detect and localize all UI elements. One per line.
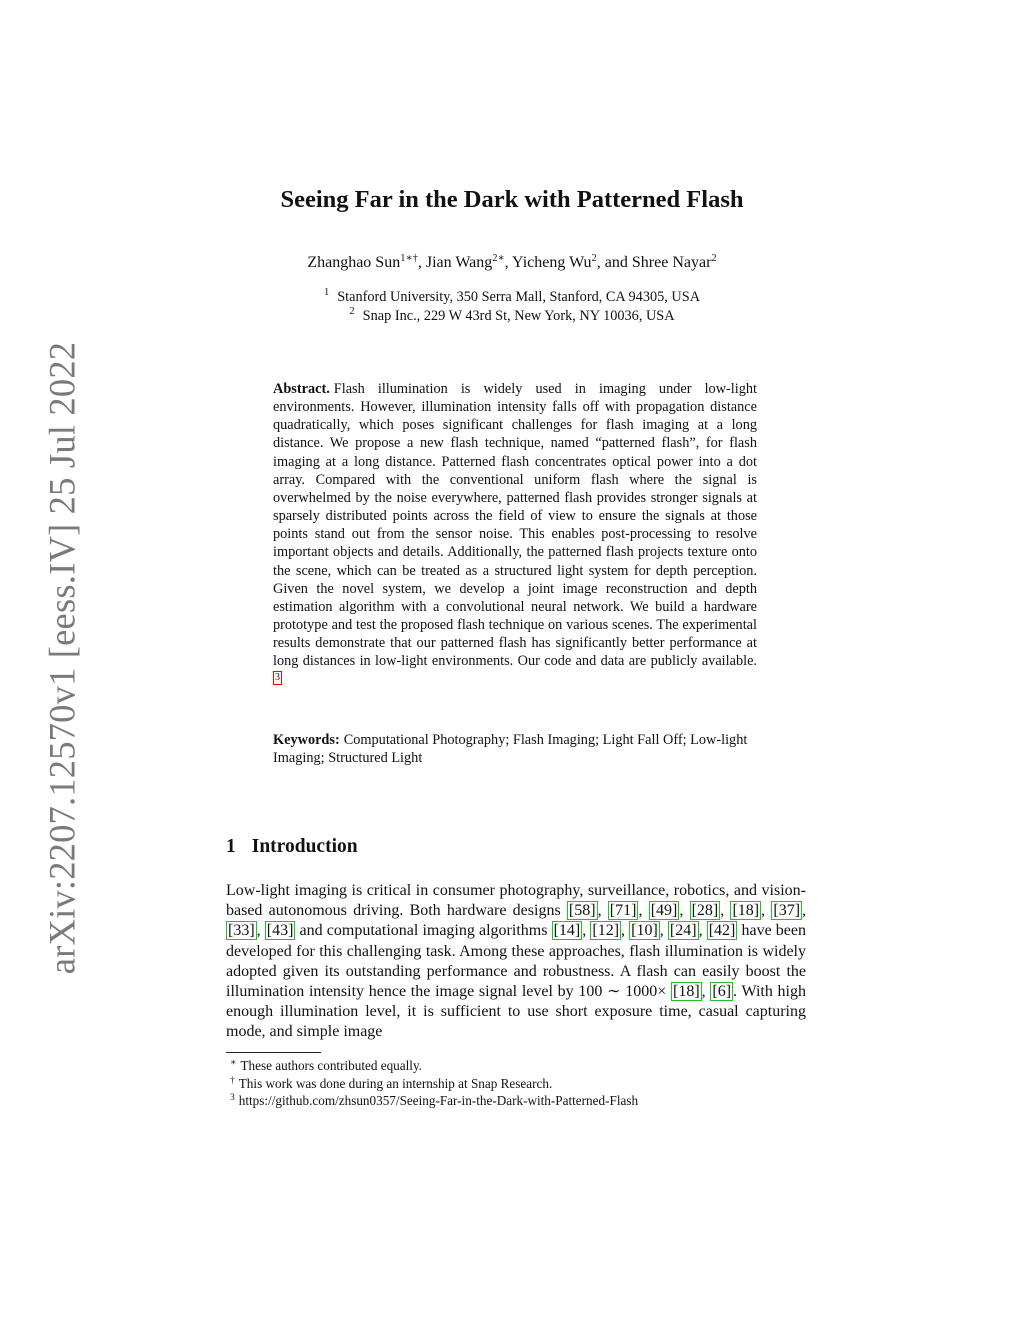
section-number: 1 xyxy=(226,836,236,857)
citation-link[interactable]: [33] xyxy=(228,922,255,940)
abstract-label: Abstract. xyxy=(273,381,330,397)
author-name: Jian Wang xyxy=(425,254,493,271)
author-list: Zhanghao Sun$^{1∗\dagger}$, Jian Wang$^{2∗}$, Yicheng Wu$^2$, and Shree Nayar$^2$ xyxy=(307,253,717,271)
author-marks: 2 xyxy=(711,253,717,264)
affiliation xyxy=(0,289,1024,306)
citation-link[interactable]: [10] xyxy=(631,922,658,940)
footnote-url[interactable]: https://github.com/zhsun0357/Seeing-Far-in-the-Dark-with-Patterned-Flash xyxy=(238,1093,639,1109)
citation-link[interactable]: [58] xyxy=(568,902,596,920)
footnote-text: These authors contributed equally. xyxy=(240,1058,422,1073)
paper-title: Seeing Far in the Dark with Patterned Flash xyxy=(280,186,744,213)
citation-link[interactable]: [28] xyxy=(691,902,719,920)
arxiv-stamp xyxy=(32,341,92,975)
intro-text: and computational imaging algorithms xyxy=(295,922,552,940)
citation-link[interactable]: [18] xyxy=(732,902,760,920)
footnote-mark: † xyxy=(230,1075,235,1086)
intro-paragraph: Low-light imaging is critical in consumer photography, surveillance, robotics, and vision-based autonomous driving. Both hardware designs [58] , [71] , [49] , [28] , [18] , [37] , [33] , [43] and computational imaging algorithms [14] , [12] , [10] , [24] , [42] have been developed for this challenging task. Among these approaches, flash illumination is widely adopted given its outstanding performance and robustness. A flash can easily boost the illumination intensity hence the image signal level by 100 ∼ 1000× [18] , [6] . With high enough illumination level, it is sufficient to use short exposure time, casual capturing mode, and simple image xyxy=(226,882,807,1041)
keywords xyxy=(273,731,757,767)
affiliation-text: Snap Inc., 229 W 43rd St, New York, NY 10036, USA xyxy=(362,308,675,324)
footnote-text: This work was done during an internship at Snap Research. xyxy=(238,1075,553,1091)
abstract xyxy=(273,380,757,690)
intro-text: have been developed for this challenging task. Among these approaches, flash illumination is widely adopted given its outstanding performance and robustness. A flash can easily boost the illumination intensity hence the image signal level by 100 ∼ 1000× xyxy=(226,922,807,1001)
intro-text: Low-light imaging is critical in consumer photography, surveillance, robotics, and vision-based autonomous driving. Both hardware designs xyxy=(226,882,806,920)
author-name: Shree Nayar xyxy=(631,254,712,271)
footnote-link[interactable]: 3 xyxy=(275,671,280,683)
affiliation-mark: 2 xyxy=(349,306,355,317)
keywords-label: Keywords: xyxy=(273,732,340,748)
citation-link[interactable]: [42] xyxy=(708,922,736,940)
footnotes xyxy=(230,1057,810,1110)
affiliation-mark: 1 xyxy=(323,287,330,298)
citation-link[interactable]: [14] xyxy=(553,922,581,940)
footnote xyxy=(230,1092,810,1110)
author-name: Yicheng Wu xyxy=(512,254,592,271)
footnote xyxy=(230,1075,810,1093)
citation-link[interactable]: [37] xyxy=(773,902,801,920)
footnote xyxy=(230,1057,810,1075)
author-marks: 2∗ xyxy=(492,253,505,264)
section-heading xyxy=(226,836,358,858)
footnote-mark: ∗ xyxy=(230,1058,237,1068)
author-name: Zhanghao Sun xyxy=(307,254,401,271)
author-marks: 2 xyxy=(591,253,597,264)
affiliation-text: Stanford University, 350 Serra Mall, Stanford, CA 94305, USA xyxy=(337,289,701,305)
author-marks: 1∗† xyxy=(400,253,418,264)
citation-link[interactable]: [12] xyxy=(592,922,620,940)
citation-link[interactable]: [49] xyxy=(650,902,678,920)
arxiv-identifier[interactable]: arXiv:2207.12570v1 [eess.IV] 25 Jul 2022 xyxy=(41,341,83,975)
citation-link[interactable]: [71] xyxy=(609,902,637,920)
footnote-mark: 3 xyxy=(230,1093,235,1104)
affiliation xyxy=(0,308,1024,325)
citation-link[interactable]: [24] xyxy=(669,922,697,940)
keywords-text: Computational Photography; Flash Imaging; Light Fall Off; Low-light Imaging; Structured Light xyxy=(273,732,748,767)
citation-link[interactable]: [6] xyxy=(712,983,732,1001)
intro-text: . With high enough illumination level, it is sufficient to use short exposure time, casual capturing mode, and simple image xyxy=(226,983,807,1041)
citation-link[interactable]: [18] xyxy=(673,983,700,1001)
citation-link[interactable]: [43] xyxy=(266,922,294,940)
footnote-divider xyxy=(226,1052,321,1053)
abstract-text: Flash illumination is widely used in imaging under low-light environments. However, illumination intensity falls off with propagation distance quadratically, which poses significant challenges for flash imaging at a long distance. We propose a new flash technique, named “patterned flash”, for flash imaging at a long distance. Patterned flash concentrates optical power into a dot array. Compared with the conventional uniform flash where the signal is overwhelmed by the noise everywhere, patterned flash provides stronger signals at sparsely distributed points across the field of view to ensure the signals at those points stand out from the sensor noise. This enables post-processing to resolve important objects and details. Additionally, the patterned flash projects texture onto the scene, which can be treated as a structured light system for depth perception. Given the novel system, we develop a joint image reconstruction and depth estimation algorithm with a convolutional neural network. We build a hardware prototype and test the proposed flash technique on various scenes. The experimental results demonstrate that our patterned flash has significantly better performance at long distances in low-light environments. Our code and data are publicly available. xyxy=(273,381,757,670)
section-title: Introduction xyxy=(251,836,358,857)
